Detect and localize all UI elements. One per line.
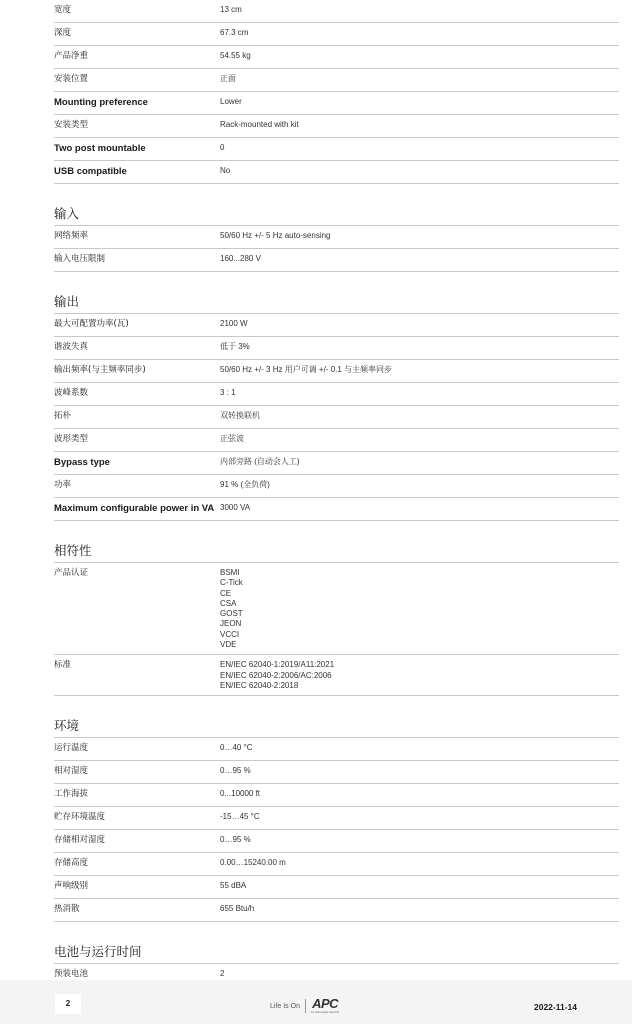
spec-value bbox=[220, 789, 619, 802]
spec-value bbox=[220, 904, 619, 917]
spec-value bbox=[220, 5, 619, 18]
spec-value-line: EN/IEC 62040-2:2018 bbox=[220, 680, 299, 690]
section-title-battery: 电池与运行时间 bbox=[54, 942, 619, 964]
spec-value-line: 54.55 kg bbox=[220, 51, 251, 60]
section-title-conformity: 相符性 bbox=[54, 541, 619, 563]
spec-value-line: 3000 VA bbox=[220, 503, 251, 512]
spec-label: 标准 bbox=[54, 660, 72, 671]
spec-label: 贮存环境温度 bbox=[54, 812, 106, 823]
spec-value-line: EN/IEC 62040-1:2019/A11:2021 bbox=[220, 660, 335, 670]
spec-row bbox=[54, 429, 619, 452]
spec-value-line: No bbox=[220, 166, 231, 175]
page-number: 2 bbox=[55, 994, 81, 1014]
spec-value-line: 655 Btu/h bbox=[220, 904, 255, 914]
spec-value-line: 正弦波 bbox=[220, 434, 244, 443]
spec-value-line: 低于 3% bbox=[220, 342, 250, 351]
spec-value-line: 0…95 % bbox=[220, 766, 251, 776]
spec-row bbox=[54, 853, 619, 876]
page-footer bbox=[0, 980, 632, 1024]
spec-value-line: 0.00…15240.00 m bbox=[220, 858, 286, 868]
spec-value bbox=[220, 457, 619, 470]
spec-value-line: 2 bbox=[220, 969, 225, 979]
spec-row bbox=[54, 115, 619, 138]
spec-value bbox=[220, 28, 619, 41]
section-gap bbox=[54, 521, 619, 541]
spec-value-line: VDE bbox=[220, 640, 237, 650]
spec-value bbox=[220, 254, 619, 267]
spec-value bbox=[220, 480, 619, 493]
spec-label: 功率 bbox=[54, 480, 72, 490]
spec-value-line: 0 bbox=[220, 143, 225, 152]
section-gap bbox=[54, 696, 619, 716]
tagline: Life Is On bbox=[270, 1002, 300, 1010]
spec-value-line: 0...10000 ft bbox=[220, 789, 261, 799]
spec-value-line: 3 : 1 bbox=[220, 388, 236, 397]
spec-row bbox=[54, 337, 619, 360]
section-title-output: 输出 bbox=[54, 292, 619, 314]
document-date: 2022-11-14 bbox=[534, 1002, 578, 1012]
spec-row bbox=[54, 69, 619, 92]
spec-value bbox=[220, 388, 619, 401]
spec-row bbox=[54, 738, 619, 761]
spec-content bbox=[54, 0, 619, 987]
spec-row bbox=[54, 563, 619, 655]
spec-row bbox=[54, 249, 619, 272]
spec-value-line: 160...280 V bbox=[220, 254, 261, 263]
spec-value bbox=[220, 660, 619, 691]
apc-logo bbox=[311, 998, 339, 1014]
spec-value bbox=[220, 835, 619, 848]
spec-value bbox=[220, 51, 619, 64]
spec-value-line: 0…40 °C bbox=[220, 743, 253, 753]
spec-value bbox=[220, 319, 619, 332]
spec-label: USB compatible bbox=[54, 166, 127, 177]
spec-row bbox=[54, 899, 619, 922]
section-gap bbox=[54, 922, 619, 942]
spec-label: 声响级别 bbox=[54, 881, 89, 892]
spec-row bbox=[54, 452, 619, 475]
spec-value bbox=[220, 411, 619, 424]
spec-value-line: 0…95 % bbox=[220, 835, 251, 845]
spec-value-line: 双转换联机 bbox=[220, 411, 260, 420]
spec-row bbox=[54, 876, 619, 899]
spec-row bbox=[54, 360, 619, 383]
spec-label: 网络频率 bbox=[54, 231, 89, 241]
spec-label: 输入电压限制 bbox=[54, 254, 106, 264]
spec-label: 预装电池 bbox=[54, 969, 89, 980]
spec-row bbox=[54, 0, 619, 23]
spec-row bbox=[54, 226, 619, 249]
spec-label: 波形类型 bbox=[54, 434, 89, 444]
spec-value bbox=[220, 743, 619, 756]
spec-value-line: 91 % (全负荷) bbox=[220, 480, 270, 489]
spec-value bbox=[220, 143, 619, 156]
spec-value-line: C-Tick bbox=[220, 578, 243, 588]
spec-value bbox=[220, 503, 619, 516]
spec-label: Maximum configurable power in VA bbox=[54, 503, 215, 514]
spec-value-line: 55 dBA bbox=[220, 881, 247, 891]
spec-row bbox=[54, 406, 619, 429]
spec-label: 相对湿度 bbox=[54, 766, 89, 777]
spec-label: 热消散 bbox=[54, 904, 80, 915]
section-title-input: 输入 bbox=[54, 204, 619, 226]
spec-value-line: 67.3 cm bbox=[220, 28, 249, 37]
spec-row bbox=[54, 314, 619, 337]
spec-label: 产品认证 bbox=[54, 568, 89, 578]
spec-label: 输出频率(与主频率同步) bbox=[54, 365, 146, 375]
spec-row bbox=[54, 784, 619, 807]
spec-label: 产品净重 bbox=[54, 51, 89, 61]
section-gap bbox=[54, 184, 619, 204]
spec-label: 存储相对湿度 bbox=[54, 835, 106, 846]
spec-value bbox=[220, 231, 619, 244]
spec-value bbox=[220, 568, 619, 650]
spec-label: 拓朴 bbox=[54, 411, 72, 421]
spec-label: 波峰系数 bbox=[54, 388, 89, 398]
spec-label: Bypass type bbox=[54, 457, 110, 468]
spec-label: 安装位置 bbox=[54, 74, 89, 84]
spec-value-line: EN/IEC 62040-2:2006/AC:2006 bbox=[220, 670, 332, 680]
spec-value-line: 50/60 Hz +/- 3 Hz 用户可调 +/- 0.1 与主频率同步 bbox=[220, 365, 393, 374]
spec-value bbox=[220, 812, 619, 825]
spec-value bbox=[220, 120, 619, 133]
spec-value bbox=[220, 434, 619, 447]
spec-label: 安装类型 bbox=[54, 120, 89, 130]
spec-label: Mounting preference bbox=[54, 97, 148, 108]
spec-label: 最大可配置功率(瓦) bbox=[54, 319, 129, 329]
spec-label: 存储高度 bbox=[54, 858, 89, 869]
spec-row bbox=[54, 383, 619, 406]
spec-label: Two post mountable bbox=[54, 143, 146, 154]
spec-row bbox=[54, 498, 619, 521]
spec-value-line: 正面 bbox=[220, 74, 236, 83]
brand-logo bbox=[270, 996, 339, 1016]
spec-row bbox=[54, 161, 619, 184]
spec-value bbox=[220, 858, 619, 871]
spec-value-line: 50/60 Hz +/- 5 Hz auto-sensing bbox=[220, 231, 331, 240]
spec-value bbox=[220, 166, 619, 179]
spec-row bbox=[54, 761, 619, 784]
spec-row bbox=[54, 475, 619, 498]
spec-value-line: 内部旁路 (自动会人工) bbox=[220, 457, 300, 466]
spec-label: 谐波失真 bbox=[54, 342, 89, 352]
spec-value-line: Rack-mounted with kit bbox=[220, 120, 299, 129]
spec-value bbox=[220, 881, 619, 894]
spec-label: 宽度 bbox=[54, 5, 72, 15]
logo-divider bbox=[305, 999, 306, 1013]
spec-value bbox=[220, 342, 619, 355]
spec-row bbox=[54, 655, 619, 696]
spec-value-line: Lower bbox=[220, 97, 242, 106]
spec-value-line: GOST bbox=[220, 609, 243, 619]
spec-row bbox=[54, 46, 619, 69]
spec-row bbox=[54, 830, 619, 853]
spec-row bbox=[54, 23, 619, 46]
spec-value-line: 2100 W bbox=[220, 319, 248, 328]
spec-value-line: BSMI bbox=[220, 568, 240, 577]
brand-sub: by Schneider Electric bbox=[310, 1010, 340, 1014]
spec-value-line: JEON bbox=[220, 619, 242, 629]
spec-row bbox=[54, 138, 619, 161]
section-title-environment: 环境 bbox=[54, 716, 619, 738]
spec-label: 工作海拔 bbox=[54, 789, 89, 800]
brand-name: APC bbox=[312, 996, 339, 1011]
spec-value-line: -15…45 °C bbox=[220, 812, 260, 822]
spec-label: 深度 bbox=[54, 28, 72, 38]
spec-row bbox=[54, 807, 619, 830]
spec-value-line: CSA bbox=[220, 598, 237, 608]
spec-value-line: VCCI bbox=[220, 629, 240, 639]
spec-value-line: CE bbox=[220, 588, 232, 598]
spec-value bbox=[220, 365, 619, 378]
spec-value bbox=[220, 97, 619, 110]
section-gap bbox=[54, 272, 619, 292]
spec-value-line: 13 cm bbox=[220, 5, 242, 14]
spec-label: 运行温度 bbox=[54, 743, 89, 754]
spec-row bbox=[54, 92, 619, 115]
spec-value bbox=[220, 74, 619, 87]
spec-value bbox=[220, 766, 619, 779]
